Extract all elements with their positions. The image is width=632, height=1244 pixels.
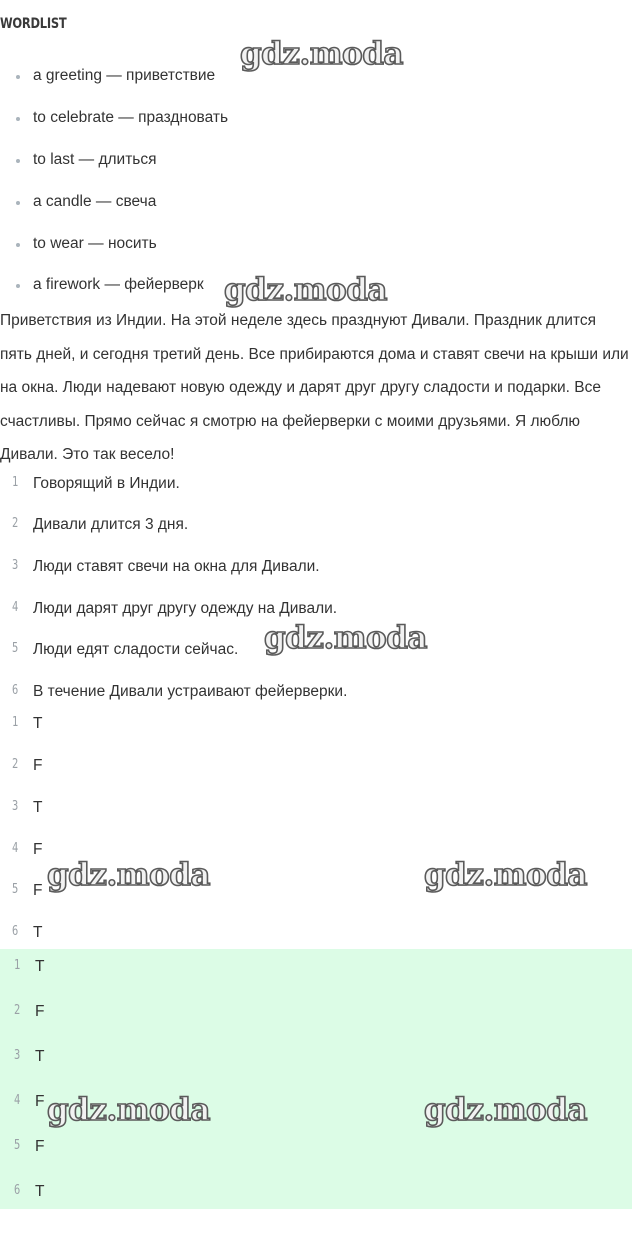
answer-number: 6 bbox=[14, 1183, 21, 1198]
statement-number: 3 bbox=[12, 558, 19, 573]
answer-value: T bbox=[35, 958, 45, 975]
watermark: gdz.moda bbox=[240, 36, 403, 72]
watermark: gdz.moda bbox=[224, 272, 387, 308]
watermark: gdz.moda bbox=[47, 1092, 210, 1128]
answer-value: F bbox=[33, 757, 43, 774]
wordlist-heading: WORDLIST bbox=[0, 16, 67, 32]
statement-text: Люди дарят друг другу одежду на Дивали. bbox=[33, 600, 338, 617]
highlighted-answer-box bbox=[0, 949, 632, 1209]
wordlist-item-text: a greeting — приветствие bbox=[33, 67, 216, 84]
answer-value: F bbox=[35, 1138, 45, 1155]
statement-number: 6 bbox=[12, 683, 19, 698]
watermark: gdz.moda bbox=[47, 857, 210, 893]
wordlist-item-text: a firework — фейерверк bbox=[33, 276, 204, 293]
reading-text: Приветствия из Индии. На этой неделе здесь празднуют Дивали. Праздник длится пять дней, и сегодня третий день. Все прибираются дома и ставят свечи на крыши или на окна. Люди надевают новую одежду и дарят друг другу сладости и подарки. Все счастливы. Прямо сейчас я смотрю на фейерверки с моими друзьями. Я люблю Дивали. Это так весело! bbox=[0, 312, 629, 463]
answer-number: 4 bbox=[14, 1093, 21, 1108]
statement-number: 1 bbox=[12, 475, 19, 490]
statement-text: В течение Дивали устраивают фейерверки. bbox=[33, 683, 348, 700]
wordlist-item-text: a candle — свеча bbox=[33, 193, 157, 210]
answer-number: 3 bbox=[14, 1048, 21, 1063]
statement-number: 5 bbox=[12, 641, 19, 656]
wordlist-item-text: to celebrate — праздновать bbox=[33, 109, 229, 126]
answer-value: F bbox=[33, 841, 43, 858]
answer-number: 3 bbox=[12, 799, 19, 814]
wordlist-item-text: to wear — носить bbox=[33, 235, 157, 252]
answer-value: T bbox=[33, 715, 43, 732]
statement-text: Люди ставят свечи на окна для Дивали. bbox=[33, 558, 320, 575]
answer-number: 5 bbox=[14, 1138, 21, 1153]
answer-value: F bbox=[35, 1003, 45, 1020]
bullet-icon bbox=[16, 243, 20, 247]
bullet-icon bbox=[16, 284, 20, 288]
answer-number: 1 bbox=[14, 958, 21, 973]
answer-value: F bbox=[33, 882, 43, 899]
answer-number: 4 bbox=[12, 841, 19, 856]
statement-text: Дивали длится 3 дня. bbox=[33, 516, 189, 533]
bullet-icon bbox=[16, 117, 20, 121]
answer-value: T bbox=[35, 1183, 45, 1200]
answer-value: F bbox=[35, 1093, 45, 1110]
answer-number: 2 bbox=[12, 757, 19, 772]
answer-value: T bbox=[33, 924, 43, 941]
statement-text: Люди едят сладости сейчас. bbox=[33, 641, 239, 658]
bullet-icon bbox=[16, 75, 20, 79]
bullet-icon bbox=[16, 159, 20, 163]
answer-value: T bbox=[33, 799, 43, 816]
watermark: gdz.moda bbox=[264, 620, 427, 656]
answer-number: 6 bbox=[12, 924, 19, 939]
statement-number: 4 bbox=[12, 600, 19, 615]
answer-number: 5 bbox=[12, 882, 19, 897]
statement-text: Говорящий в Индии. bbox=[33, 475, 180, 492]
answer-number: 1 bbox=[12, 715, 19, 730]
wordlist-item-text: to last — длиться bbox=[33, 151, 157, 168]
statement-number: 2 bbox=[12, 516, 19, 531]
watermark: gdz.moda bbox=[424, 1092, 587, 1128]
answer-number: 2 bbox=[14, 1003, 21, 1018]
watermark: gdz.moda bbox=[424, 857, 587, 893]
answer-value: T bbox=[35, 1048, 45, 1065]
bullet-icon bbox=[16, 201, 20, 205]
